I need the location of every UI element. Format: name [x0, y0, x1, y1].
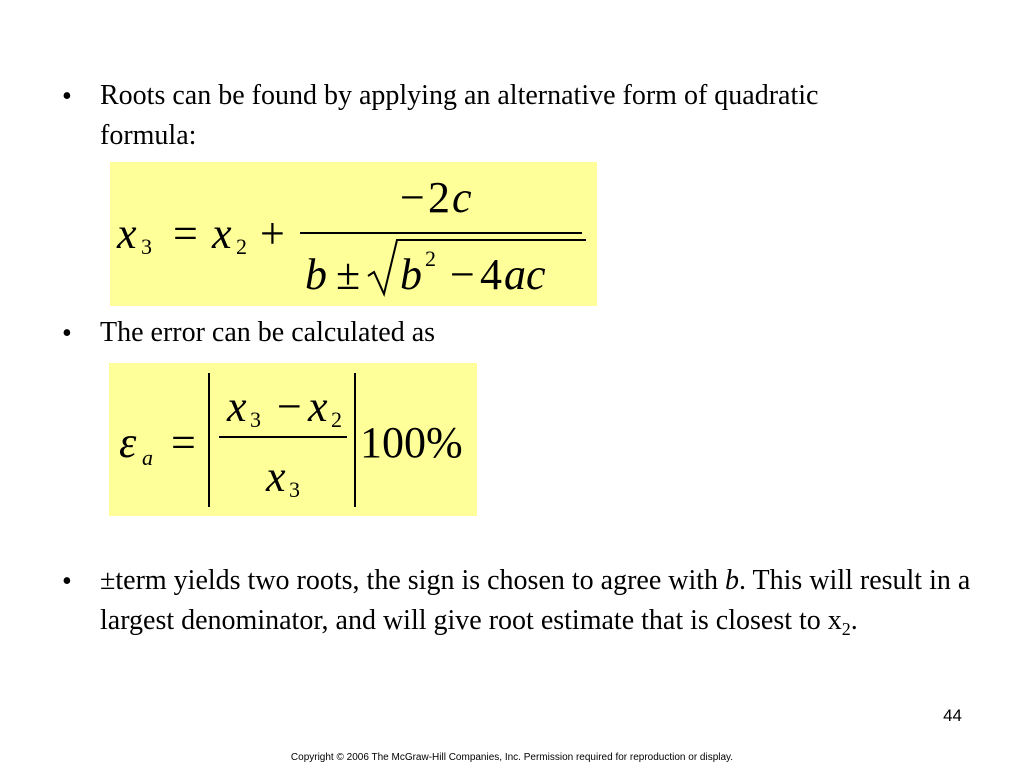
- fraction-bar: [219, 436, 347, 438]
- radicand-ac: ac: [504, 250, 546, 299]
- plus-minus-sign: ±: [336, 250, 361, 299]
- radicand-four: 4: [480, 250, 502, 299]
- bullet-text-end: .: [850, 605, 858, 636]
- numerator-minus: −: [400, 173, 425, 222]
- numerator-two: 2: [428, 173, 450, 222]
- numerator-c: c: [452, 173, 472, 222]
- denominator-b: b: [305, 250, 327, 299]
- x-symbol: x: [212, 209, 232, 258]
- abs-bar-left: [208, 373, 210, 507]
- subscript-2: 2: [331, 407, 342, 432]
- bullet-text-part: ±term yields two roots, the sign is chosen to agree with: [100, 565, 726, 596]
- subscript-2: 2: [236, 234, 247, 259]
- equals-sign: =: [171, 418, 196, 467]
- equals-sign: =: [173, 209, 198, 258]
- bullet-text-sign-choice: [100, 561, 980, 649]
- copyright-notice: Copyright © 2006 The McGraw-Hill Companies, Inc. Permission required for reproduction or display.: [290, 752, 734, 763]
- subscript-3: 3: [250, 407, 261, 432]
- plus-sign: +: [260, 209, 285, 258]
- hundred-percent: 100%: [360, 418, 463, 467]
- x-symbol: x: [266, 452, 286, 501]
- superscript-2: 2: [425, 246, 436, 271]
- subscript-a: a: [142, 445, 153, 470]
- bullet-text-roots: Roots can be found by applying an alternative form of quadratic formula:: [100, 80, 819, 151]
- epsilon-symbol: ε: [119, 418, 137, 467]
- radicand-minus: −: [450, 250, 475, 299]
- subscript-3: 3: [289, 477, 300, 502]
- x-symbol: x: [117, 209, 137, 258]
- bullet-marker: •: [62, 318, 72, 349]
- x-symbol: x: [227, 382, 247, 431]
- bullet-text-part: . This will result in a largest denominator, and will give root estimate that is closest to x: [100, 565, 971, 636]
- fraction-bar: [300, 232, 582, 234]
- radicand-b: b: [400, 250, 422, 299]
- subscript-3: 3: [141, 234, 152, 259]
- subscript-2: 2: [841, 619, 851, 639]
- error-formula-box: [109, 363, 477, 516]
- x-symbol: x: [308, 382, 328, 431]
- bullet-text-error: The error can be calculated as: [100, 317, 436, 348]
- abs-bar-right: [354, 373, 356, 507]
- minus-sign: −: [277, 382, 302, 431]
- quadratic-formula-box: [110, 162, 597, 306]
- square-root-sign: [366, 236, 586, 300]
- bullet-marker: •: [62, 566, 72, 597]
- page-number: 44: [943, 706, 962, 725]
- bullet-marker: •: [62, 81, 72, 112]
- variable-b: b: [725, 565, 740, 596]
